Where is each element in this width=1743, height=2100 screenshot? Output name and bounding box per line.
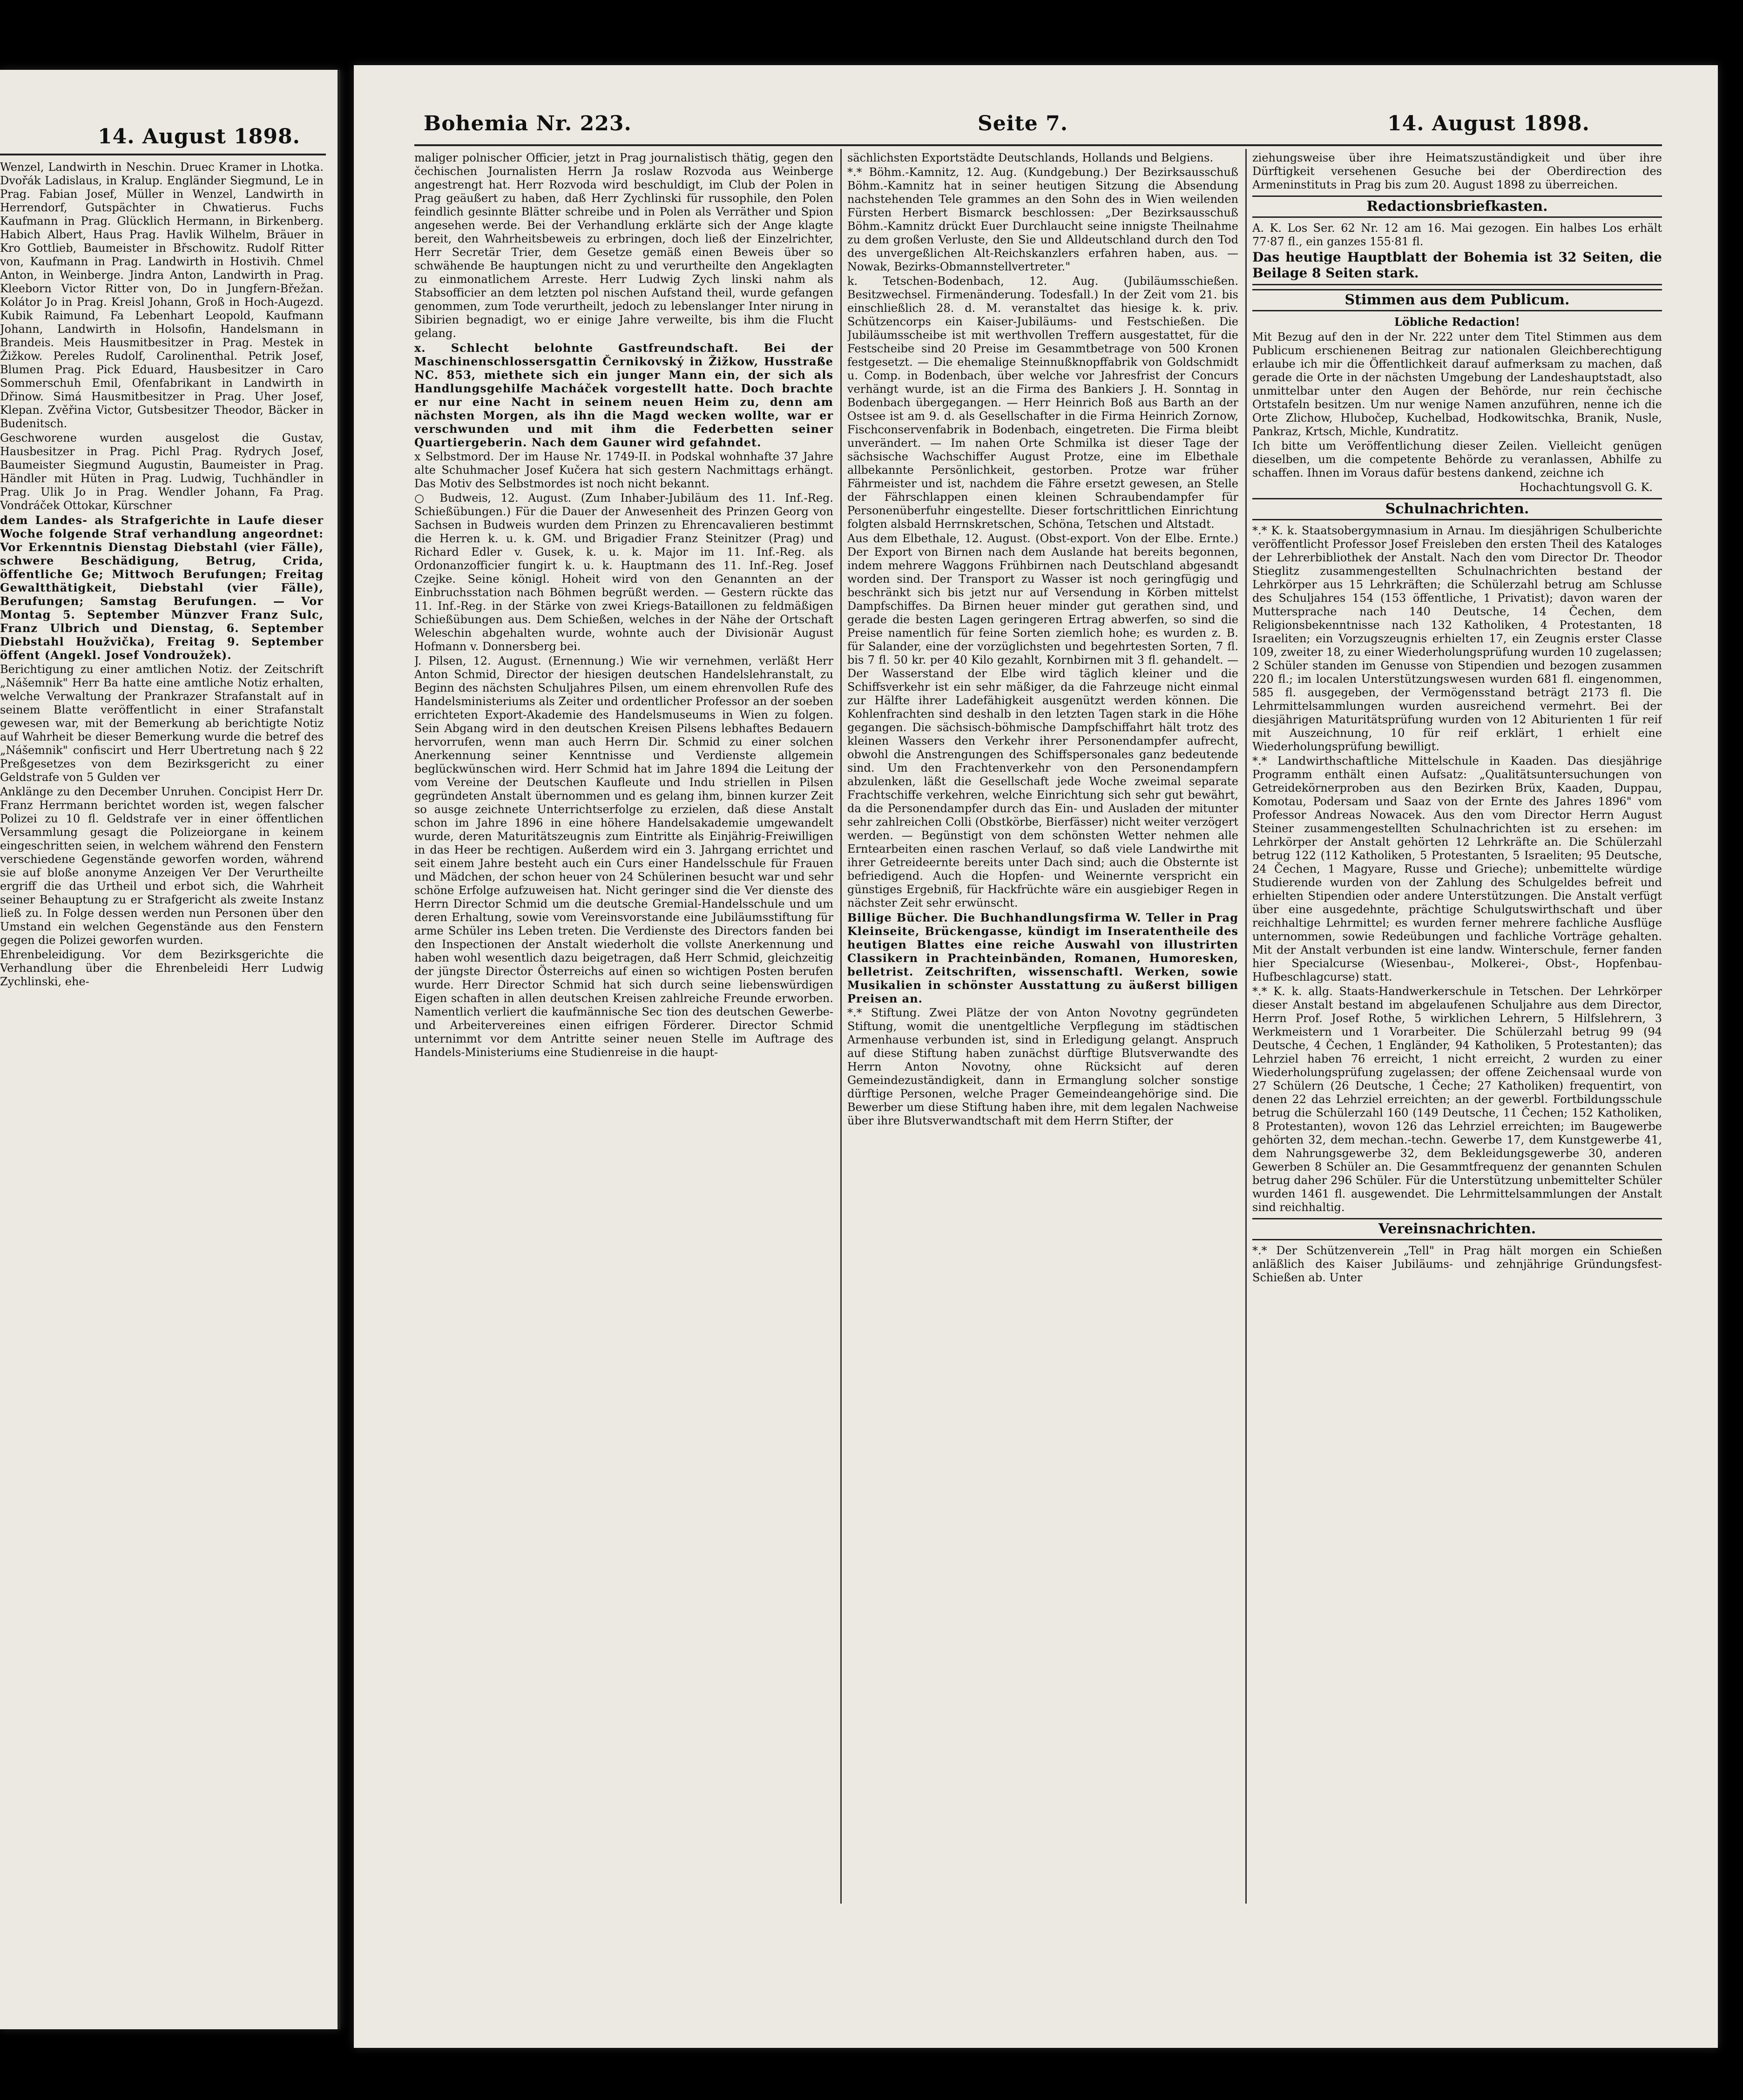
left-header-rule (0, 154, 326, 155)
publikum-signature: Hochachtungsvoll G. K. (1520, 481, 1653, 494)
publikum-salutation: Löbliche Redaction! (1394, 315, 1520, 329)
column-1 (414, 151, 833, 1901)
col2-para-5: Billige Bücher. Die Buchhandlungsfirma W. Teller in Prag Kleinseite, Brückengasse, kündigt im Inseratentheile des heutigen Blattes eine reiche Auswahl von illustrirten Classikern in Prachteinbänden, Romanen, Humoresken, belletrist. Zeitschriften, wissenschaftl. Werken, sowie Musikalien in schönster Ausstattung zu äußerst billigen Preisen an. (847, 911, 1238, 1005)
briefkasten-title: Redactionsbriefkasten. (1252, 195, 1662, 218)
publikum-text-1: Mit Bezug auf den in der Nr. 222 unter dem Titel Stimmen aus dem Publicum erschienenen Beitrag zur nationalen Gleichberechtigung erlaube ich mir die Öffentlichkeit darauf aufmerksam zu machen, daß gerade die Orte in der nächsten Umgebung der Landeshauptstadt, also unmittelbar unter den Augen der Behörde, nur rein čechische Ortstafeln besitzen. Um nur wenige Namen anzuführen, nenne ich die Orte Zlichow, Hlubočep, Kuchelbad, Hodkowitschka, Branik, Nusle, Pankraz, Krtsch, Michle, Kundratitz. (1252, 330, 1662, 438)
col3-para-1: ziehungsweise über ihre Heimatszuständigkeit und über ihre Dürftigkeit versehenen Gesuche bei der Oberdirection des Armeninstituts in Prag bis zum 20. August 1898 zu überreichen. (1252, 151, 1662, 191)
col1-para-4: ○ Budweis, 12. August. (Zum Inhaber-Jubiläum des 11. Inf.-Reg. Schießübungen.) Für die Dauer der Anwesenheit des Prinzen Georg von Sachsen in Budweis wurden dem Prinzen zu Ehrencavalieren bestimmt die Herren k. u. k. GM. und Brigadier Franz Steinitzer (Prag) und Richard Edler v. Gusek, k. u. k. Major im 11. Inf.-Reg. als Ordonanzofficier fungirt k. u. k. Hauptmann des 11. Inf.-Reg. Josef Czejke. Seine königl. Hoheit wird von den Genannten an der Einbruchsstation nach Böhmen begrüßt werden. — Gestern rückte das 11. Inf.-Reg. in der Stärke von zwei Kriegs-Bataillonen zu feldmäßigen Schießübungen aus. Dem Schießen, welches in der Nähe der Ortschaft Weleschin abgehalten wurde, wohnte auch der Divisionär August Hofmann v. Donnersberg bei. (414, 491, 833, 653)
publikum-text-2: Ich bitte um Veröffentlichung dieser Zeilen. Vielleicht genügen dieselben, um die competente Behörde zu veranlassen, Abhilfe zu schaffen. Ihnen im Voraus dafür bestens dankend, zeichne ich (1252, 439, 1662, 479)
column-3 (1252, 151, 1662, 1901)
schul-text-2: *.* Landwirthschaftliche Mittelschule in Kaaden. Das diesjährige Programm enthält einen Aufsatz: „Qualitätsuntersuchungen von Getreidekörnerproben aus den Bezirken Brüx, Kaaden, Duppau, Komotau, Podersam und Saaz von der Ernte des Jahres 1896" vom Professor Andreas Nowacek. Aus den vom Director Herrn August Steiner zusammengestellten Schulnachrichten ist zu ersehen: im Lehrkörper der Anstalt gehörten 12 Lehrkräfte an. Die Schülerzahl betrug 122 (112 Katholiken, 5 Protestanten, 5 Israeliten; 95 Deutsche, 24 Čechen, 1 Magyare, Russe und Grieche); unbemittelte würdige Studierende wurden von der Zahlung des Schulgeldes befreit und erhielten Stipendien oder andere Unterstützungen. Die Anstalt verfügt über eine ausgedehnte, prächtige Schulgutswirthschaft und über reichhaltige Lehrmittel; es wurden ferner mehrere fachliche Ausflüge unternommen, sowie Redeübungen und fachliche Vorträge gehalten. Mit der Anstalt verbunden ist eine landw. Winterschule, ferner fanden hier Specialcurse (Wiesenbau-, Molkerei-, Obst-, Hopfenbau-Hufbeschlagcurse) statt. (1252, 754, 1662, 983)
publikum-title: Stimmen aus dem Publicum. (1252, 289, 1662, 311)
left-column (0, 161, 324, 1985)
col2-para-4: Aus dem Elbethale, 12. August. (Obst-export. Von der Elbe. Ernte.) Der Export von Birnen nach dem Auslande hat bereits begonnen, indem mehrere Waggons Frühbirnen nach Deutschland abgesandt worden sind. Der Transport zu Wasser ist noch geringfügig und beschränkt sich bis jetzt nur auf Versendung in Körben mittelst Dampfschiffes. Da Birnen heuer minder gut gerathen sind, und gerade die besten Lagen geringeren Ertrag abwerfen, so sind die Preise namentlich für feine Sorten ziemlich hohe; es wurden z. B. für Salander, eine der vorzüglichsten und begehrtesten Sorten, 7 fl. bis 7 fl. 50 kr. per 40 Kilo gezahlt, Kornbirnen mit 3 fl. gehandelt. — Der Wasserstand der Elbe wird täglich kleiner und die Schiffsverkehr ist ein sehr mäßiger, da die Fahrzeuge nicht einmal zur Hälfte ihrer Ladefähigkeit ausgenützt werden können. Die Kohlenfrachten sind deshalb in den letzten Tagen stark in die Höhe gegangen. Die sächsisch-böhmische Dampfschiffahrt hält trotz des kleinen Wassers den Verkehr ihrer Personendampfer aufrecht, obwohl die Anstrengungen des Schiffspersonales ganz bedeutende sind. Um den Frachtenverkehr von den Personendampfern abzulenken, läßt die Gesellschaft jede Woche zweimal separate Frachtschiffe verkehren, welche Einrichtung sich sehr gut bewährt, da die Personendampfer durch das Ein- und Ausladen der mitunter sehr zahlreichen Colli (Obstkörbe, Bierfässer) nicht weiter verzögert werden. — Begünstigt von dem schönsten Wetter nehmen alle Erntearbeiten einen raschen Verlauf, so daß viele Landwirthe mit ihrer Getreideernte bereits unter Dach sind; auch die Obsternte ist befriedigend. Auch die Hopfen- und Weinernte verspricht ein günstiges Ergebniß, für Hackfrüchte wäre ein ausgiebiger Regen in nächster Zeit sehr erwünscht. (847, 532, 1238, 909)
left-text-2: Geschworene wurden ausgelost die Gustav, Hausbesitzer in Prag. Pichl Prag. Rydrych Josef, Baumeister Siegmund Augustin, Baumeister in Prag. Händler mit Hüten in Prag. Ludwig, Tuchhändler in Prag. Ulik Jo in Prag. Wendler Johann, Fa Prag. Vondráček Ottokar, Kürschner (0, 431, 324, 512)
left-page (0, 70, 340, 2029)
left-text-4: Berichtigung zu einer amtlichen Notiz. der Zeitschrift „Nášemnik" Herr Ba hatte eine amtliche Notiz erhalten, welche Verwaltung der Prankrazer Strafanstalt auf in seinem Blatte veröffentlicht in einer Strafanstalt gewesen war, mit der Bemerkung ab berichtigte Notiz auf Wahrheit be dieser Bemerkung wurde die betref des „Nášemnik" confiscirt und Herr Ubertretung nach § 22 Preßgesetzes von dem Bezirksgericht zu einer Geldstrafe von 5 Gulden ver (0, 663, 324, 784)
left-text-3: dem Landes- als Strafgerichte in Laufe dieser Woche folgende Straf verhandlung angeordnet: Vor Erkenntnis Dienstag Diebstahl (vier Fälle), schwere Beschädigung, Betrug, Crida, öffentliche Ge; Mittwoch Berufungen; Freitag Gewaltthätigkeit, Diebstahl (vier Fälle), Berufungen; Samstag Berufungen. — Vor Montag 5. September Münzver Franz Sulc, Franz Ulbrich und Dienstag, 6. September Diebstahl Houžvička), Freitag 9. September öffent (Angekl. Josef Vondroužek). (0, 513, 324, 662)
schul-title: Schulnachrichten. (1252, 498, 1662, 520)
verein-title: Vereinsnachrichten. (1252, 1218, 1662, 1240)
column-rule-2 (1245, 149, 1247, 1904)
col2-para-3: k. Tetschen-Bodenbach, 12. Aug. (Jubiläumsschießen. Besitzwechsel. Firmenänderung. Todesfall.) In der Zeit vom 21. bis einschließlich 28. d. M. veranstaltet das hiesige k. k. priv. Schützencorps ein Kaiser-Jubiläums- und Festschießen. Die Jubiläumsscheibe ist mit werthvollen Treffern ausgestattet, für die Festscheibe sind 20 Preise im Gesammtbetrage von 500 Kronen festgesetzt. — Die ehemalige Steinnußknopffabrik von Goldschmidt u. Comp. in Bodenbach, über welche vor Jahresfrist der Concurs verhängt wurde, ist an die Firma des Bankiers J. H. Sonntag in Bodenbach übergegangen. — Herr Heinrich Boß aus Barth an der Ostsee ist am 9. d. als Gesellschafter in die Firma Heinrich Zornow, Fischconservenfabrik in Bodenbach, eingetreten. Die Firma bleibt unverändert. — Im nahen Orte Schmilka ist dieser Tage der sächsische Wachschiffer August Protze, eine im Elbethale allbekannte Persönlichkeit, gestorben. Protze war früher Fährmeister und ist, nachdem die Fähre ersetzt gewesen, an Stelle der Fährschlappen einen kleinen Schraubendampfer für Personenüberfuhr eingestellte. Dieser fortschrittlichen Einrichtung folgten alsbald Herrnskretschen, Schöna, Tetschen und Altstadt. (847, 275, 1238, 531)
left-text-6: Ehrenbeleidigung. Vor dem Bezirksgerichte die Verhandlung über die Ehrenbeleidi Herr Ludwig Zychlinski, ehe- (0, 948, 324, 988)
right-page (354, 65, 1718, 2048)
issue-notice: Das heutige Hauptblatt der Bohemia ist 32 Seiten, die Beilage 8 Seiten stark. (1252, 249, 1662, 285)
column-rule-1 (840, 149, 842, 1904)
left-running-head: 14. August 1898. (98, 125, 300, 148)
col2-para-1: sächlichsten Exportstädte Deutschlands, Hollands und Belgiens. (847, 151, 1214, 164)
running-head-left: Bohemia Nr. 223. (424, 112, 632, 135)
left-text-5: Anklänge zu den December Unruhen. Concipist Herr Dr. Franz Herrmann berichtet worden ist, wegen falscher Polizei zu 10 fl. Geldstrafe ver in einer öffentlichen Versammlung gesagt die Polizeiorgane in keinem eingeschritten seien, in welchem während den Fenstern verschiedene Gegenstände geworfen worden, während sie auf bloße anonyme Anzeigen Ver Der Verurtheilte ergriff die das Urtheil und erbot sich, die Wahrheit seiner Behauptung zu er Strafgericht als zweite Instanz ließ zu. In Folge dessen werden nun Personen über den Umstand ein welchen Gegenstände aus den Fenstern gegen die Polizei geworfen wurden. (0, 785, 324, 947)
verein-text: *.* Der Schützenverein „Tell" in Prag hält morgen ein Schießen anläßlich des Kaiser Jubiläums- und zehnjährige Gründungsfest-Schießen ab. Unter (1252, 1244, 1662, 1284)
header-rule (414, 144, 1662, 146)
running-head-center: Seite 7. (978, 112, 1068, 135)
left-text-1: Wenzel, Landwirth in Neschin. Druec Kramer in Lhotka. Dvořák Ladislaus, in Kralup. Engländer Siegmund, Le in Prag. Fabian Josef, Müller in Wenzel, Landwirth in Herrendorf, Gutspächter in Chwatierus. Fuchs Kaufmann in Prag. Glücklich Hermann, in Birkenberg. Habich Albert, Haus Prag. Havlik Wilhelm, Bräuer in Kro Gottlieb, Baumeister in Břschowitz. Rudolf Ritter von, Kaufmann in Prag. Landwirth in Hostivih. Chmel Anton, in Weinberge. Jindra Anton, Landwirth in Prag. Kleeborn Victor Ritter von, Do in Jungfern-Břežan. Kolátor Jo in Prag. Kreisl Johann, Groß in Hoch-Augezd. Kubik Raimund, Fa Lebenhart Leopold, Kaufmann Johann, Landwirth in Holsofin, Handelsmann in Brandeis. Meis Hausmitbesitzer in Prag. Mestek in Žižkow. Pereles Rudolf, Carolinenthal. Petrik Josef, Blumen Prag. Pick Eduard, Hausbesitzer in Caro Sommerschuh Emil, Ofenfabrikant in Landwirth in Dřinow. Simá Hausmitbesitzer in Prag. Uher Josef, Klepan. Zvěřina Victor, Gutsbesitzer Theodor, Bäcker in Budenitsch. (0, 161, 324, 430)
col1-para-2: x. Schlecht belohnte Gastfreundschaft. Bei der Maschinenschlossersgattin Černikovský in Žižkow, Husstraße NC. 853, miethete sich ein junger Mann ein, der sich als Handlungsgehilfe Macháček vorgestellt hatte. Doch brachte er nur eine Nacht in seinem neuen Heim zu, denn am nächsten Morgen, als ihn die Magd wecken wollte, war er verschwunden und mit ihm die Federbetten seiner Quartiergeberin. Nach dem Gauner wird gefahndet. (414, 341, 833, 449)
col1-para-1: maliger polnischer Officier, jetzt in Prag journalistisch thätig, gegen den čechischen Journalisten Herrn Ja roslaw Rozvoda aus Weinberge angestrengt hat. Herr Rozvoda wird beschuldigt, im Club der Polen in Prag geäußert zu haben, daß Herr Zychlinski für russophile, den Polen feindlich gesinnte Blätter schreibe und in Polen als Verräther und Spion angesehen werde. Bei der Verhandlung erklärte sich der Ange klagte bereit, den Wahrheitsbeweis zu erbringen, doch ließ der Einzelrichter, Herr Secretär Trier, dem Gesetze gemäß einen Beweis über so schwähende Be hauptungen nicht zu und verurtheilte den Angeklagten zu einmonatlichem Arreste. Herr Ludwig Zych linski nahm als Stabsofficier an dem letzten pol nischen Aufstand theil, wurde gefangen genommen, zum Tode verurtheilt, jedoch zu lebenslanger Inter nirung in Sibirien begnadigt, wo er einige Jahre verweilte, bis ihm die Flucht gelang. (414, 151, 833, 340)
schul-text-1: *.* K. k. Staatsobergymnasium in Arnau. Im diesjährigen Schulberichte veröffentlicht Professor Josef Freisleben den ersten Theil des Kataloges der Lehrerbibliothek der Anstalt. Nach den vom Director Dr. Theodor Stieglitz zusammengestellten Schulnachrichten bestand der Lehrkörper aus 15 Lehrkräften; die Schülerzahl betrug am Schlusse des Schuljahres 154 (153 öffentliche, 1 Privatist); davon waren der Muttersprache nach 140 Deutsche, 14 Čechen, dem Religionsbekenntnisse nach 132 Katholiken, 4 Protestanten, 18 Israeliten; ein Vorzugszeugnis erhielten 17, ein Zeugnis erster Classe 109, zweiter 18, zu einer Wiederholungsprüfung wurden 10 zugelassen; 2 Schüler standen im Genusse von Stipendien und bezogen zusammen 220 fl.; im localen Unterstützungswesen wurden 681 fl. eingenommen, 585 fl. ausgegeben, der Vermögensstand beträgt 2173 fl. Die Lehrmittelsammlungen wurden ausreichend vermehrt. Bei der diesjährigen Maturitätsprüfung wurden von 12 Abiturienten 1 für reif mit Auszeichnung, 10 für reif erklärt, 1 erhielt eine Wiederholungsprüfung bewilligt. (1252, 524, 1662, 753)
briefkasten-text: A. K. Los Ser. 62 Nr. 12 am 16. Mai gezogen. Ein halbes Los erhält 77·87 fl., ein ganzes 155·81 fl. (1252, 222, 1662, 248)
col2-para-6: *.* Stiftung. Zwei Plätze der von Anton Novotny gegründeten Stiftung, womit die unentgeltliche Verpflegung im städtischen Armenhause verbunden ist, sind in Erledigung gelangt. Anspruch auf diese Stiftung haben zunächst dürftige Blutsverwandte des Herrn Anton Novotny, ohne Rücksicht auf deren Gemeindezuständigkeit, dann in Ermanglung solcher sonstige dürftige Personen, welche Prager Gemeindeangehörige sind. Die Bewerber um diese Stiftung haben ihre, mit dem legalen Nachweise über ihre Blutsverwandtschaft mit dem Herrn Stifter, der (847, 1006, 1238, 1127)
col2-para-2: *.* Böhm.-Kamnitz, 12. Aug. (Kundgebung.) Der Bezirksausschuß Böhm.-Kamnitz hat in seiner heutigen Sitzung die Absendung nachstehenden Tele grammes an den Sohn des in Wien weilenden Fürsten Herbert Bismarck beschlossen: „Der Bezirksausschuß Böhm.-Kamnitz drückt Euer Durchlaucht seine innigste Theilnahme zu dem großen Verluste, den Sie und Alldeutschland durch den Tod des unvergeßlichen Alt-Reichskanzlers erfahren haben, aus. — Nowak, Bezirks-Obmannstellvertreter." (847, 166, 1238, 273)
column-2 (847, 151, 1238, 1901)
col1-para-5: J. Pilsen, 12. August. (Ernennung.) Wie wir vernehmen, verläßt Herr Anton Schmid, Director der hiesigen deutschen Handelslehranstalt, zu Beginn des nächsten Schuljahres Pilsen, um einem ehrenvollen Rufe des Handelsministeriums als Zeiter und ordentlicher Professor an der soeben errichteten Export-Akademie des Handelsmuseums in Wien zu folgen. Sein Abgang wird in den deutschen Kreisen Pilsens lebhaftes Bedauern hervorrufen, wenn man auch Herrn Dir. Schmid zu einer solchen Anerkennung seiner Kenntnisse und Verdienste allgemein beglückwünschen wird. Herr Schmid hat im Jahre 1894 die Leitung der vom Vereine der Deutschen Kaufleute und Indu striellen in Pilsen gegründeten Anstalt übernommen und es gelang ihm, binnen kurzer Zeit so ausge zeichnete Unterrichtserfolge zu erzielen, daß diese Anstalt schon im Jahre 1896 in eine höhere Handelsakademie umgewandelt wurde, deren Maturitätszeugnis zum Eintritte als Einjährig-Freiwilligen in das Heer be rechtigen. Außerdem wird ein 3. Jahrgang errichtet und seit einem Jahre besteht auch ein Curs einer Handelsschule für Frauen und Mädchen, der schon heuer von 24 Schülerinen besucht war und sehr schöne Erfolge aufzuweisen hat. Nicht geringer sind die Ver dienste des Herrn Director Schmid um die deutsche Gremial-Handelsschule und um deren Erhaltung, sowie vom Vereinsvorstande eine Jubiläumsstiftung für arme Schüler ins Leben treten. Die Verdienste des Directors fanden bei den Inspectionen der Anstalt wiederholt die vollste Anerkennung und haben wohl wesentlich dazu beigetragen, daß Herr Schmid, gleichzeitig der jüngste Director Österreichs auf einen so wichtigen Posten berufen wurde. Herr Director Schmid hat sich durch seine liebenswürdigen Eigen schaften in allen deutschen Kreisen zahlreiche Freunde erworben. Namentlich verliert die kaufmännische Sec tion des deutschen Gewerbe- und Arbeitervereines einen eifrigen Förderer. Director Schmid unternimmt vor dem Antritte seiner neuen Stelle im Auftrage des Handels-Ministeriums eine Studienreise in die haupt- (414, 654, 833, 1059)
running-head-right: 14. August 1898. (1387, 112, 1590, 135)
schul-text-3: *.* K. k. allg. Staats-Handwerkerschule in Tetschen. Der Lehrkörper dieser Anstalt bestand im abgelaufenen Schuljahre aus dem Director, Herrn Prof. Josef Rothe, 5 wirklichen Lehrern, 5 Hilfslehrern, 3 Werkmeistern und 1 Vorarbeiter. Die Schülerzahl betrug 99 (94 Deutsche, 4 Čechen, 1 Engländer, 94 Katholiken, 5 Protestanten); das Lehrziel haben 76 erreicht, 1 nicht erreicht, 2 wurden zu einer Wiederholungsprüfung zugelassen; der offene Zeichensaal wurde von 27 Schülern (26 Deutsche, 1 Čeche; 27 Katholiken) frequentirt, von denen 22 das Lehrziel erreichten; an der gewerbl. Fortbildungsschule betrug die Schülerzahl 160 (149 Deutsche, 11 Čechen; 152 Katholiken, 8 Protestanten), wovon 126 das Lehrziel erreichten; im Baugewerbe gehörten 32, dem mechan.-techn. Gewerbe 17, dem Kunstgewerbe 41, dem Nahrungsgewerbe 32, dem Bekleidungsgewerbe 30, anderen Gewerben 8 Schüler an. Die Gesammtfrequenz der genannten Schulen betrug daher 296 Schüler. Für die Unterstützung unbemittelter Schüler wurden 1461 fl. ausgewendet. Die Lehrmittelsammlungen der Anstalt sind reichhaltig. (1252, 985, 1662, 1214)
col1-para-3: x Selbstmord. Der im Hause Nr. 1749-II. in Podskal wohnhafte 37 Jahre alte Schuhmacher Josef Kučera hat sich gestern Nachmittags erhängt. Das Motiv des Selbstmordes ist noch nicht bekannt. (414, 450, 833, 490)
